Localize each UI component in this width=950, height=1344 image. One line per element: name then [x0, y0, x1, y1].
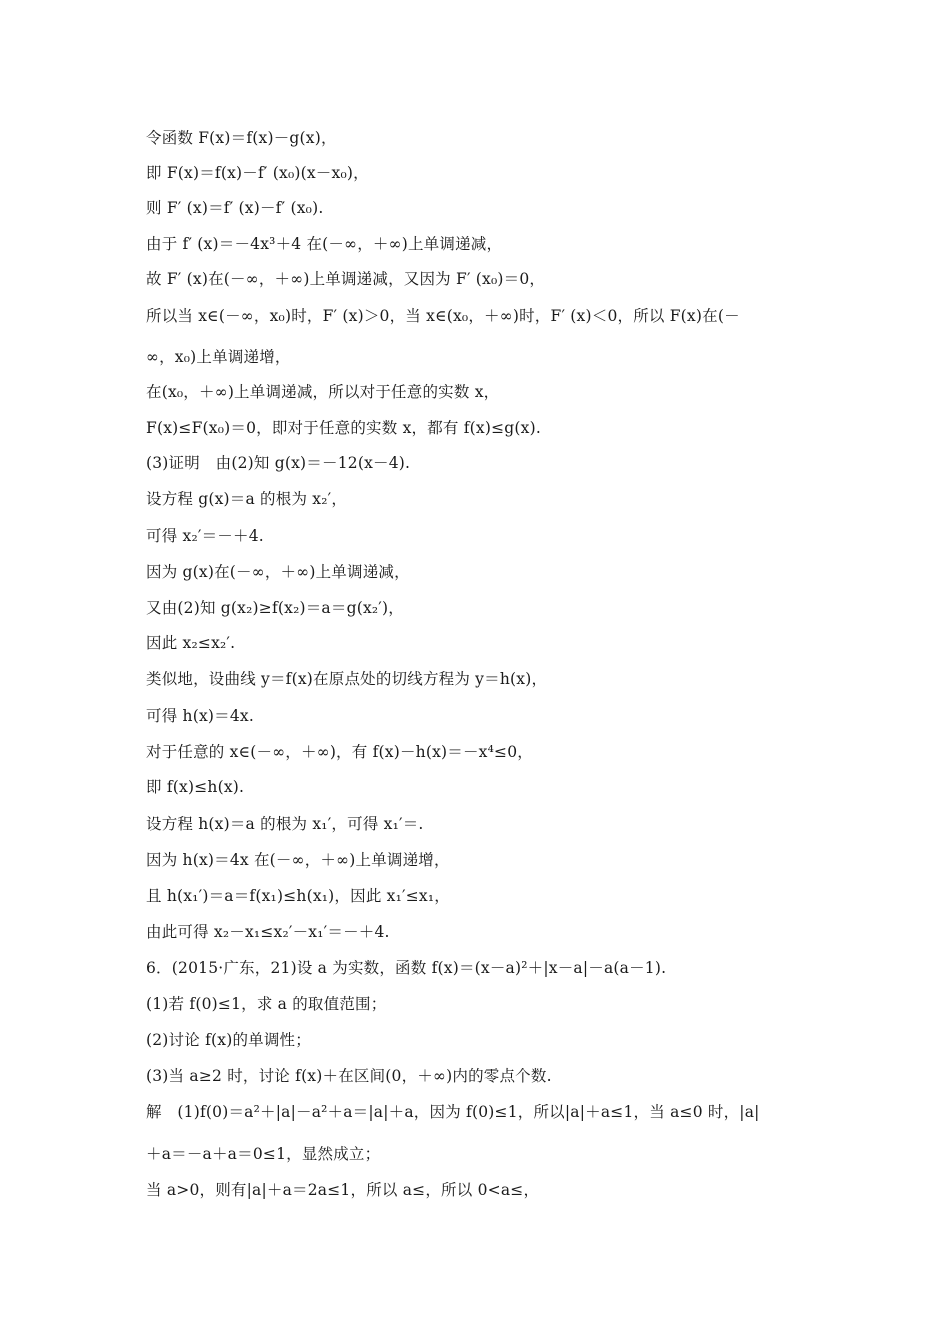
text-line: 可得 h(x)＝4x.: [146, 707, 254, 725]
text-line: 因为 h(x)＝4x 在(－∞，＋∞)上单调递增，: [146, 851, 450, 869]
text-line: 且 h(x₁′)＝a＝f(x₁)≤h(x₁)，因此 x₁′≤x₁，: [146, 887, 450, 905]
text-line: 因为 g(x)在(－∞，＋∞)上单调递减，: [146, 563, 410, 581]
text-line: (3)证明 由(2)知 g(x)＝－12(x－4).: [146, 454, 411, 472]
text-line: (3)当 a≥2 时，讨论 f(x)＋在区间(0，＋∞)内的零点个数.: [146, 1067, 552, 1085]
text-line: 在(x₀，＋∞)上单调递减，所以对于任意的实数 x，: [146, 383, 500, 401]
text-line: ＋a＝－a＋a＝0≤1，显然成立；: [146, 1145, 381, 1163]
problem-heading: 6．(2015·广东，21)设 a 为实数，函数 f(x)＝(x－a)²＋|x－a|－a(a－1).: [146, 959, 667, 977]
text-line: 则 F′ (x)＝f′ (x)－f′ (x₀).: [146, 199, 324, 217]
text-line: F(x)≤F(x₀)＝0，即对于任意的实数 x，都有 f(x)≤g(x).: [146, 419, 541, 437]
text-line: (1)若 f(0)≤1，求 a 的取值范围；: [146, 995, 387, 1013]
text-line: 由于 f′ (x)＝－4x³＋4 在(－∞，＋∞)上单调递减，: [146, 235, 503, 253]
text-line: 解 (1)f(0)＝a²＋|a|－a²＋a＝|a|＋a，因为 f(0)≤1，所以|a|＋a≤1，当 a≤0 时，|a|: [146, 1103, 760, 1121]
text-line: ∞，x₀)上单调递增，: [146, 348, 291, 366]
text-line: 故 F′ (x)在(－∞，＋∞)上单调递减，又因为 F′ (x₀)＝0，: [146, 270, 546, 288]
text-line: 又由(2)知 g(x₂)≥f(x₂)＝a＝g(x₂′)，: [146, 599, 404, 617]
text-line: (2)讨论 f(x)的单调性；: [146, 1031, 311, 1049]
text-line: 所以当 x∈(－∞，x₀)时，F′ (x)＞0，当 x∈(x₀，＋∞)时，F′ (x)＜0，所以 F(x)在(－: [146, 307, 740, 325]
text-line: 对于任意的 x∈(－∞，＋∞)，有 f(x)－h(x)＝－x⁴≤0，: [146, 743, 533, 761]
text-line: 令函数 F(x)＝f(x)－g(x)，: [146, 129, 337, 147]
text-line: 因此 x₂≤x₂′.: [146, 634, 236, 652]
text-line: 设方程 h(x)＝a 的根为 x₁′，可得 x₁′＝.: [146, 815, 424, 833]
text-line: 可得 x₂′＝－＋4.: [146, 527, 264, 545]
text-line: 由此可得 x₂－x₁≤x₂′－x₁′＝－＋4.: [146, 923, 390, 941]
text-line: 即 f(x)≤h(x).: [146, 778, 245, 796]
text-line: 类似地，设曲线 y＝f(x)在原点处的切线方程为 y＝h(x)，: [146, 670, 548, 688]
text-line: 即 F(x)＝f(x)－f′ (x₀)(x－x₀)，: [146, 164, 369, 182]
text-line: 设方程 g(x)＝a 的根为 x₂′，: [146, 490, 348, 508]
text-line: 当 a>0，则有|a|＋a＝2a≤1，所以 a≤，所以 0<a≤，: [146, 1181, 540, 1199]
